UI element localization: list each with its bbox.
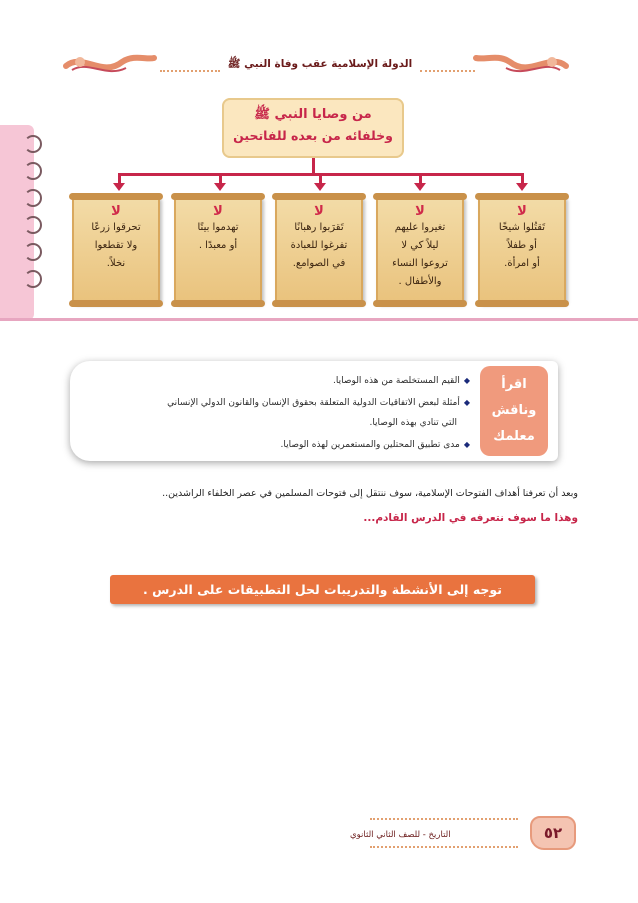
page-number: ٥٢ (543, 824, 563, 842)
binding-ring (24, 270, 42, 288)
scroll-line: تغيروا عليهم (394, 222, 446, 233)
diamond-bullet-icon: ◆ (463, 398, 470, 407)
page-number-badge (530, 816, 576, 850)
body-paragraph: وبعد أن تعرفنا أهداف الفتوحات الإسلامية، سوف ننتقل إلى فتوحات المسلمين في عصر الخلفاء الراشدين.. (162, 488, 578, 499)
connector-drop (521, 173, 524, 183)
binding-ring (24, 243, 42, 261)
footer-book-title: التاريخ - للصف الثاني الثانوي (350, 830, 451, 840)
footer-dots (370, 846, 518, 848)
scroll-line: تهدموا بيتًا (197, 222, 239, 233)
title-box (222, 98, 404, 158)
header-dots-left (160, 62, 220, 72)
scroll-no: لا (517, 204, 527, 219)
next-lesson-line: وهذا ما سوف نتعرفه في الدرس القادم... (363, 512, 578, 524)
scroll-line: أو طفلاً (507, 240, 537, 251)
arrow-down-icon (214, 183, 226, 191)
scroll-line: في الصوامع. (292, 258, 346, 269)
title-line-2: وخلفائه من بعده للفاتحين (233, 128, 393, 143)
bullet-text: أمثلة لبعض الاتفاقيات الدولية المتعلقة بحقوق الإنسان والقانون الدولي الإنساني (167, 398, 460, 408)
activities-text: توجه إلى الأنشطة والتدريبات لحل التطبيقات على الدرس . (143, 582, 502, 597)
arrow-down-icon (113, 183, 125, 191)
header-ornament-right (472, 48, 570, 80)
scroll-no: لا (111, 204, 121, 219)
connector-drop (419, 173, 422, 183)
diamond-bullet-icon: ◆ (463, 440, 470, 449)
discuss-badge (480, 366, 548, 456)
arrow-down-icon (516, 183, 528, 191)
binding-ring (24, 135, 42, 153)
header-title: الدولة الإسلامية عقب وفاة النبي ﷺ (227, 58, 413, 70)
scroll-line: والأطفال . (398, 276, 442, 287)
arrow-down-icon (414, 183, 426, 191)
discuss-bullet (333, 376, 470, 386)
scroll-line: نخلاً. (106, 258, 126, 269)
scroll-no: لا (213, 204, 223, 219)
discuss-bullet (280, 440, 470, 450)
arrow-down-icon (314, 183, 326, 191)
connector-drop (319, 173, 322, 183)
scroll-line: ليلاً كي لا (401, 240, 439, 251)
scroll-line: تحرقوا زرعًا (91, 222, 141, 233)
binding-ring (24, 189, 42, 207)
bullet-text: مدى تطبيق المحتلين والمستعمرين لهذه الوصايا. (280, 440, 460, 450)
scroll-no: لا (415, 204, 425, 219)
bullet-continuation: التي تنادي بهذه الوصايا. (369, 418, 457, 428)
footer-dots (370, 818, 518, 820)
scroll-line: تَقرَبوا رهبانًا (294, 222, 344, 233)
header-ornament-left (62, 48, 158, 80)
bullet-text: القيم المستخلصة من هذه الوصايا. (333, 376, 460, 386)
header-dots-right (420, 62, 475, 72)
command-scroll (376, 196, 464, 304)
scroll-line: تروعوا النساء (392, 258, 448, 269)
activities-banner (110, 575, 535, 604)
binding-ring (24, 216, 42, 234)
connector-drop (118, 173, 121, 183)
connector-drop (219, 173, 222, 183)
section-divider (0, 318, 638, 321)
scroll-line: أو معبدًا . (198, 240, 238, 251)
scroll-no: لا (314, 204, 324, 219)
command-scroll (478, 196, 566, 304)
command-scroll (174, 196, 262, 304)
badge-line: اقرأ (501, 377, 527, 392)
scroll-line: تفرغوا للعبادة (290, 240, 348, 251)
command-scroll (275, 196, 363, 304)
scroll-line: ولا تقطعوا (94, 240, 138, 251)
scroll-line: تَقتُلوا شيخًا (498, 222, 546, 233)
command-scroll (72, 196, 160, 304)
badge-line: معلمك (493, 429, 535, 444)
scroll-line: أو امرأة. (504, 258, 540, 269)
connector-trunk (312, 158, 315, 174)
badge-line: وناقش (491, 403, 537, 418)
diamond-bullet-icon: ◆ (463, 376, 470, 385)
discuss-bullet (167, 398, 470, 408)
binding-ring (24, 162, 42, 180)
title-line-1: من وصايا النبي ﷺ (254, 107, 372, 122)
